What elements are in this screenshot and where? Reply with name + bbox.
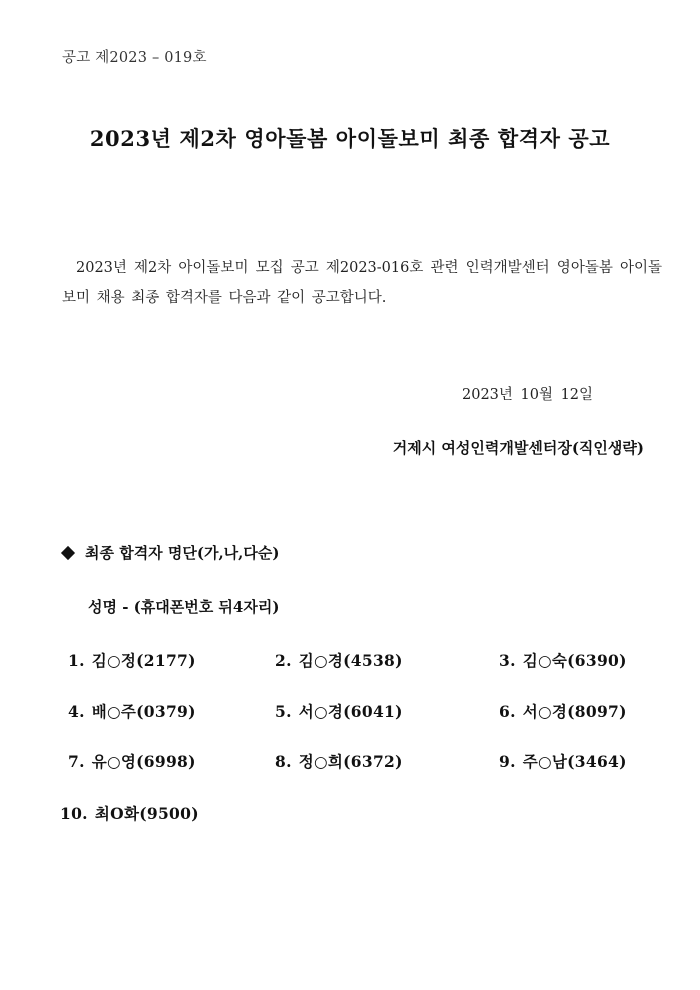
list-item-number: 6.: [499, 702, 516, 721]
list-item-name: 유○영(6998): [91, 752, 196, 771]
winners-heading-label: 최종 합격자 명단(가,나,다순): [85, 544, 280, 562]
list-item: [499, 750, 627, 772]
list-item: [68, 649, 196, 671]
announcement-body: 2023년 제2차 아이돌보미 모집 공고 제2023-016호 관련 인력개발센터 영아돌봄 아이돌보미 채용 최종 합격자를 다음과 같이 공고합니다.: [62, 260, 662, 306]
list-item: [60, 802, 199, 824]
list-item-number: 10.: [60, 804, 88, 823]
list-item-name: 정○희(6372): [298, 752, 403, 771]
page-title: 2023년 제2차 영아돌봄 아이돌보미 최종 합격자 공고: [89, 126, 611, 151]
list-item-number: 7.: [68, 752, 85, 771]
list-item-number: 1.: [68, 651, 85, 670]
list-item: [275, 649, 403, 671]
list-item-name: 배○주(0379): [91, 702, 196, 721]
list-item-name: 김○정(2177): [91, 651, 196, 670]
notice-number: 공고 제2023 – 019호: [62, 50, 207, 66]
list-item: [499, 649, 627, 671]
list-item: [275, 700, 403, 722]
list-item: [499, 700, 627, 722]
list-item-name: 서○경(8097): [522, 702, 627, 721]
list-item-name: 김○경(4538): [298, 651, 403, 670]
list-item-name: 김○숙(6390): [522, 651, 627, 670]
list-item-number: 2.: [275, 651, 292, 670]
list-item-name: 서○경(6041): [298, 702, 403, 721]
list-item-number: 4.: [68, 702, 85, 721]
list-item: [68, 700, 196, 722]
list-item-number: 8.: [275, 752, 292, 771]
signer: 거제시 여성인력개발센터장(직인생략): [392, 439, 644, 457]
announcement-date: 2023년 10월 12일: [462, 387, 594, 403]
list-item-name: 주○남(3464): [522, 752, 627, 771]
list-item-number: 9.: [499, 752, 516, 771]
list-item-number: 5.: [275, 702, 292, 721]
diamond-bullet-icon: [61, 545, 75, 559]
list-item-name: 최O화(9500): [94, 804, 199, 823]
name-format-label: 성명 - (휴대폰번호 뒤4자리): [88, 598, 280, 616]
list-item-number: 3.: [499, 651, 516, 670]
list-item: [68, 750, 196, 772]
list-item: [275, 750, 403, 772]
winners-heading: [62, 542, 279, 563]
